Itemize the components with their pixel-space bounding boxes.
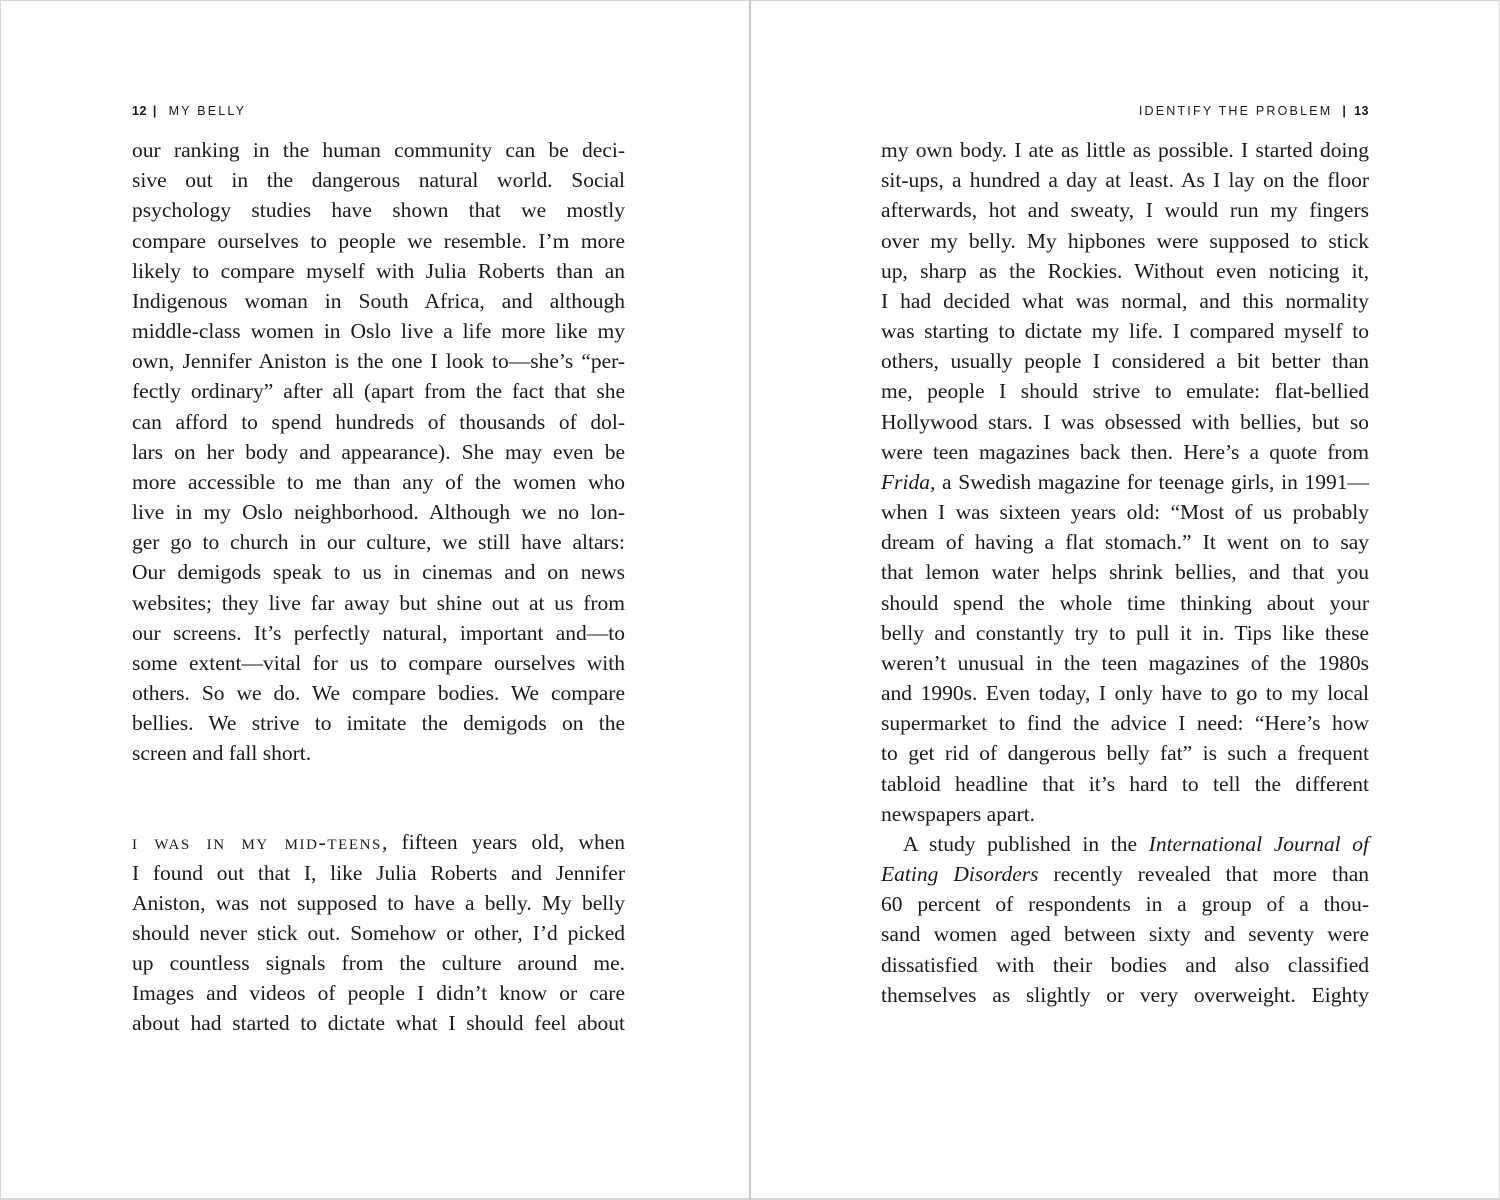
paragraph-line [881,738,1369,768]
text-span: websites; they live far away but shine out at us from [132,590,625,615]
text-span: newspapers apart. [881,801,1036,826]
paragraph-line [132,226,625,256]
paragraph-line [881,618,1369,648]
paragraph-line [132,135,625,165]
section-line [132,948,625,978]
paragraph-line [132,256,625,286]
paragraph-line [881,316,1369,346]
paragraph-line [881,678,1369,708]
text-span: a Swedish magazine for teenage girls, in 1991— [935,469,1369,494]
paragraph-line [881,829,1369,859]
separator: | [152,104,159,118]
paragraph-line [881,165,1369,195]
magazine-title-italic: Frida, [881,469,936,494]
paragraph-line [132,648,625,678]
paragraph-line [132,678,625,708]
paragraph-line [132,346,625,376]
text-span: our ranking in the human community can be deci- [132,138,625,162]
journal-title-italic: International Journal of [1148,831,1369,856]
text-span: middle-class women in Oslo live a life more like my [132,319,625,344]
right-page [751,0,1500,1200]
paragraph-line [132,738,625,768]
paragraph-line [132,467,625,497]
text-span: that lemon water helps shrink bellies, and that you [881,560,1369,585]
text-span: my own body. I ate as little as possible. I started doing [881,138,1369,162]
paragraph-line [881,950,1369,980]
text-span: screen and fall short. [132,741,312,766]
text-span: others, usually people I considered a bit better than [881,349,1369,374]
paragraph-line [881,859,1369,889]
paragraph-line [881,919,1369,949]
text-span: recently revealed that more than [1038,862,1369,887]
paragraph-line [132,165,625,195]
paragraph-line [881,497,1369,527]
text-span: , fifteen years old, when [382,830,625,855]
paragraph-line [881,980,1369,1010]
text-span: can afford to spend hundreds of thousands of dol- [132,409,625,434]
text-span: Aniston, was not supposed to have a belly. My belly [132,890,625,915]
text-span: me, people I should strive to emulate: flat-bellied [881,379,1369,404]
running-head-title: IDENTIFY THE PROBLEM [1138,104,1333,118]
running-head-title: MY BELLY [168,104,247,118]
paragraph-line [881,195,1369,225]
text-span: A study published in the [903,831,1149,856]
section-line [132,888,625,918]
text-span: dream of having a flat stomach.” It went on to say [881,530,1369,555]
text-span: themselves as slightly or very overweight. Eighty [881,982,1369,1007]
text-span: I found out that I, like Julia Roberts and Jennifer [132,860,625,885]
page-number: 13 [1354,104,1369,118]
text-span: up, sharp as the Rockies. Without even noticing it, [881,258,1369,283]
paragraph-line [132,195,625,225]
page-number: 12 [132,104,147,118]
text-span: tabloid headline that it’s hard to tell the different [881,771,1369,796]
text-span: was starting to dictate my life. I compared myself to [881,319,1369,344]
text-span: about had started to dictate what I should feel about [132,1011,625,1036]
text-span: Indigenous woman in South Africa, and although [132,288,625,313]
paragraph-line [881,708,1369,738]
journal-title-italic: Eating Disorders [881,862,1039,887]
text-span: over my belly. My hipbones were supposed to stick [881,228,1369,253]
section-line [132,978,625,1008]
text-span: bellies. We strive to imitate the demigods on the [132,711,625,736]
paragraph-line [881,135,1369,165]
text-span: Hollywood stars. I was obsessed with bellies, but so [881,409,1369,434]
paragraph-line [881,527,1369,557]
paragraph-line [132,527,625,557]
paragraph-line [132,286,625,316]
text-span: psychology studies have shown that we mostly [132,198,625,223]
text-span: fectly ordinary” after all (apart from the fact that she [132,379,625,404]
paragraph-line [881,769,1369,799]
text-span: to get rid of dangerous belly fat” is such a frequent [881,741,1369,766]
text-span: were teen magazines back then. Here’s a quote from [881,439,1369,464]
section-opening-smallcaps: i was in my mid-teens [132,830,382,855]
text-span: 60 percent of respondents in a group of a thou- [881,892,1369,917]
left-page [0,0,749,1200]
text-span: our screens. It’s perfectly natural, important and—to [132,620,625,645]
text-span: when I was sixteen years old: “Most of us probably [881,500,1369,525]
paragraph-line [132,497,625,527]
text-span: more accessible to me than any of the women who [132,469,625,494]
text-span: afterwards, hot and sweaty, I would run my fingers [881,198,1369,223]
paragraph-line [881,286,1369,316]
paragraph-line [881,407,1369,437]
paragraph-line [881,437,1369,467]
text-span: sive out in the dangerous natural world. Social [132,168,625,193]
text-span: weren’t unusual in the teen magazines of the 1980s [881,650,1369,675]
text-span: some extent—vital for us to compare ourselves with [132,650,625,675]
paragraph-line [881,588,1369,618]
text-span: likely to compare myself with Julia Roberts than an [132,258,625,283]
paragraph-line [881,346,1369,376]
paragraph-line [132,437,625,467]
text-span: Our demigods speak to us in cinemas and on news [132,560,625,585]
section-line [132,1008,625,1038]
paragraph-line [132,618,625,648]
text-span: and 1990s. Even today, I only have to go to my local [881,681,1369,706]
text-span: belly and constantly try to pull it in. Tips like these [881,620,1369,645]
text-span: others. So we do. We compare bodies. We compare [132,681,625,706]
text-span: supermarket to find the advice I need: “Here’s how [881,711,1369,736]
text-span: should spend the whole time thinking about your [881,590,1369,615]
paragraph-line [132,557,625,587]
section-line [132,827,625,857]
paragraph-line [881,557,1369,587]
section-line [132,858,625,888]
separator: | [1342,104,1349,118]
text-span: compare ourselves to people we resemble. I’m more [132,228,625,253]
paragraph-line [881,467,1369,497]
paragraph-line [132,588,625,618]
text-span: Images and videos of people I didn’t know or care [132,981,625,1006]
text-span: sand women aged between sixty and seventy were [881,922,1369,947]
paragraph-line [881,889,1369,919]
paragraph-line [132,376,625,406]
paragraph-line [881,226,1369,256]
paragraph-line [881,376,1369,406]
text-span: should never stick out. Somehow or other, I’d picked [132,920,625,945]
text-span: sit-ups, a hundred a day at least. As I lay on the floor [881,168,1369,193]
paragraph-line [132,316,625,346]
text-span: ger go to church in our culture, we still have altars: [132,530,625,555]
paragraph-line [881,799,1369,829]
running-head-right [1139,104,1369,118]
running-head-left [132,104,246,118]
paragraph-line [881,648,1369,678]
text-span: dissatisfied with their bodies and also classified [881,952,1369,977]
text-span: own, Jennifer Aniston is the one I look to—she’s “per- [132,349,625,374]
text-span: lars on her body and appearance). She may even be [132,439,625,464]
section-line [132,918,625,948]
text-span: live in my Oslo neighborhood. Although we no lon- [132,500,625,525]
paragraph-line [132,407,625,437]
text-span: up countless signals from the culture around me. [132,951,625,976]
text-span: I had decided what was normal, and this normality [881,288,1369,313]
paragraph-line [132,708,625,738]
paragraph-line [881,256,1369,286]
